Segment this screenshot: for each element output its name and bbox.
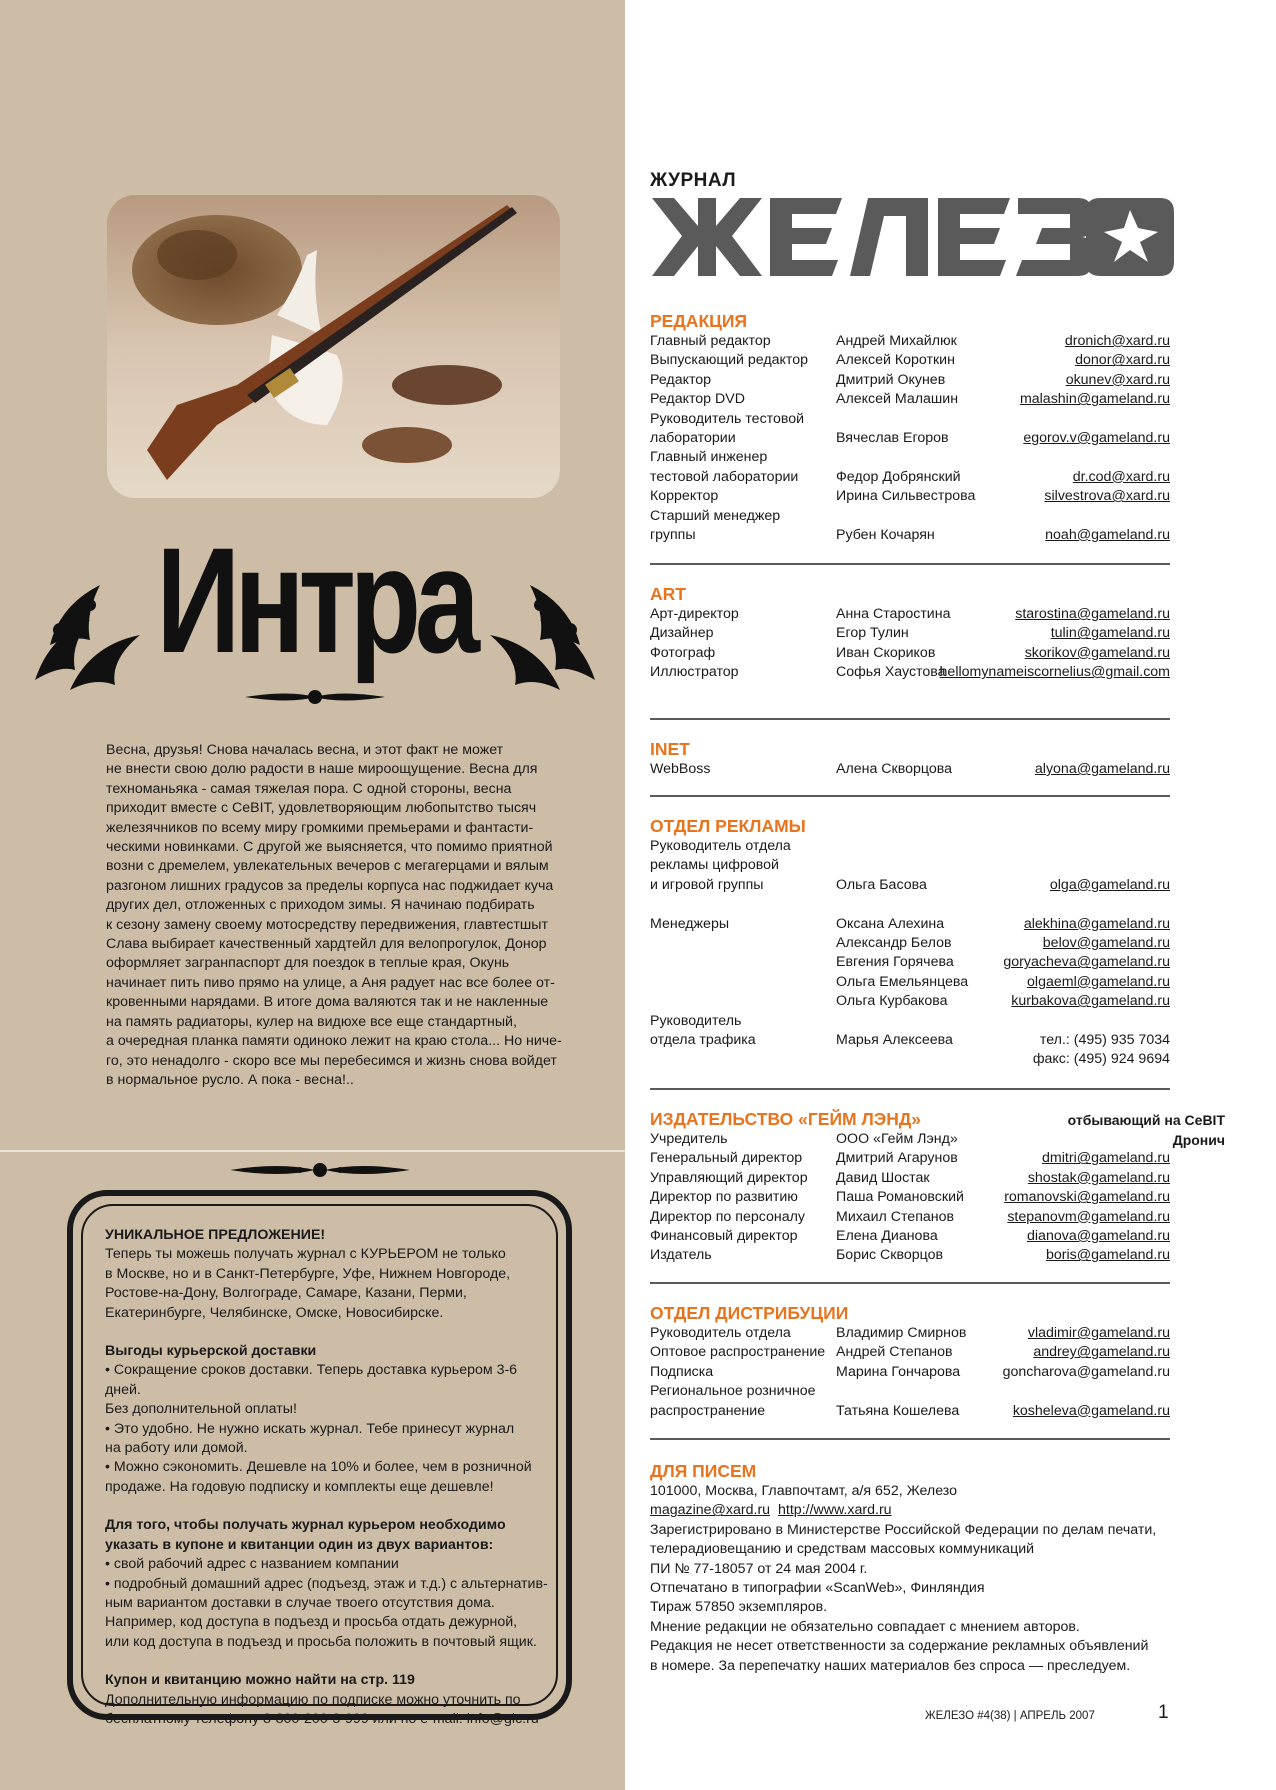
staff-role: Главный редактор bbox=[650, 333, 771, 349]
staff-role: Редактор DVD bbox=[650, 391, 745, 408]
staff-row bbox=[650, 332, 1170, 351]
staff-name: Михаил Степанов bbox=[836, 1208, 955, 1225]
staff-role: Выпускающий редактор bbox=[650, 352, 809, 369]
section-title-inet: INET bbox=[650, 739, 690, 759]
legal-lines bbox=[650, 1521, 1170, 1676]
legal-line: Редакция не несет ответственности за содержание рекламных объявлений bbox=[650, 1638, 1149, 1655]
staff-row bbox=[650, 895, 1170, 914]
staff-row bbox=[650, 410, 1170, 429]
benefits-text: • Сокращение сроков доставки. Теперь доставка курьером 3-6 дней. Без дополнительной оплаты! • Это удобно. Не нужно искать журнал. Тебе принесут журнал на работу или домой. • Можно сэкономить. Дешевле на 10% и более, чем в розничной продаже. На годовую подписку и комплекты еще дешевле! bbox=[105, 1362, 532, 1495]
staff-row bbox=[650, 1363, 1170, 1382]
staff-role: Подписка bbox=[650, 1363, 714, 1380]
staff-row bbox=[650, 468, 1170, 487]
staff-email-link[interactable]: alyona@gameland.ru bbox=[1034, 761, 1170, 777]
staff-row bbox=[650, 1402, 1170, 1421]
staff-row bbox=[650, 856, 1170, 875]
staff-email-link[interactable]: kurbakova@gameland.ru bbox=[1011, 993, 1170, 1010]
staff-row bbox=[650, 1324, 1170, 1343]
page-title: Интра bbox=[156, 516, 474, 684]
staff-role: группы bbox=[650, 526, 696, 543]
staff-row bbox=[650, 624, 1170, 643]
staff-row bbox=[650, 1382, 1170, 1401]
staff-row bbox=[650, 526, 1170, 545]
staff-role: Редактор bbox=[650, 371, 712, 388]
staff-row bbox=[650, 1188, 1170, 1207]
staff-list-art bbox=[650, 605, 1170, 683]
staff-name: Андрей Степанов bbox=[836, 1344, 953, 1361]
staff-email-link[interactable]: belov@gameland.ru bbox=[1042, 934, 1170, 951]
staff-name: Владимир Смирнов bbox=[836, 1325, 967, 1341]
staff-row bbox=[650, 351, 1170, 370]
staff-email-link[interactable]: silvestrova@xard.ru bbox=[1044, 488, 1170, 505]
section-rule bbox=[650, 795, 1170, 797]
staff-row bbox=[650, 644, 1170, 663]
staff-role: WebBoss bbox=[650, 761, 711, 777]
staff-email-link[interactable]: malashin@gameland.ru bbox=[1019, 391, 1170, 408]
staff-row bbox=[650, 1227, 1170, 1246]
staff-name: Федор Добрянский bbox=[836, 468, 961, 485]
staff-list-reklama bbox=[650, 837, 1170, 1070]
staff-email-link[interactable]: olgaeml@gameland.ru bbox=[1027, 973, 1170, 990]
magazine-label: ЖУРНАЛ bbox=[650, 170, 737, 191]
section-rule bbox=[650, 1438, 1170, 1440]
staff-role: Руководитель bbox=[650, 1012, 742, 1029]
staff-name: Паша Романовский bbox=[836, 1189, 964, 1206]
staff-name: ООО «Гейм Лэнд» bbox=[836, 1131, 958, 1147]
legal-line: Зарегистрировано в Министерстве Российской Федерации по делам печати, bbox=[650, 1521, 1157, 1538]
staff-role: Корректор bbox=[650, 488, 719, 505]
intro-text bbox=[106, 741, 576, 1090]
staff-email-link[interactable]: kosheleva@gameland.ru bbox=[1012, 1402, 1170, 1419]
section-rule bbox=[650, 563, 1170, 565]
staff-role: Региональное розничное bbox=[650, 1383, 816, 1400]
staff-name: Марья Алексеева bbox=[836, 1031, 953, 1048]
staff-name: Давид Шостак bbox=[836, 1169, 930, 1186]
staff-role: Дизайнер bbox=[650, 625, 714, 642]
staff-row bbox=[650, 1031, 1170, 1050]
section-mail bbox=[650, 1460, 1170, 1676]
staff-list-distribution bbox=[650, 1324, 1170, 1421]
divider bbox=[0, 1150, 625, 1152]
offer-heading: УНИКАЛЬНОЕ ПРЕДЛОЖЕНИЕ! bbox=[105, 1227, 326, 1243]
staff-email-link[interactable]: noah@gameland.ru bbox=[1045, 526, 1170, 543]
signature-line-2: Дронич bbox=[1172, 1132, 1225, 1148]
legal-line: Отпечатано в типографии «ScanWeb», Финляндия bbox=[650, 1579, 985, 1596]
staff-name: Марина Гончарова bbox=[836, 1363, 961, 1380]
staff-row bbox=[650, 429, 1170, 448]
staff-role: Старший менеджер bbox=[650, 507, 781, 524]
legal-line: Мнение редакции не обязательно совпадает с мнением авторов. bbox=[650, 1618, 1080, 1635]
requirements-text: • свой рабочий адрес с названием компании • подробный домашний адрес (подъезд, этаж и т.д.) с альтернатив- ным вариантом доставки в случае твоего отсутствия дома. Например, код доступа в подъезд и просьба отдать дежурной, или код доступа в подъезд и просьба положить в почтовый ящик. bbox=[105, 1556, 548, 1650]
staff-email-link[interactable]: stepanovm@gameland.ru bbox=[1007, 1208, 1170, 1225]
staff-name: Ольга Емельянцева bbox=[836, 973, 969, 990]
staff-role: Иллюстратор bbox=[650, 664, 739, 681]
staff-name: Алена Скворцова bbox=[836, 761, 953, 777]
staff-row bbox=[650, 1343, 1170, 1362]
staff-name: Ирина Сильвестрова bbox=[836, 488, 976, 505]
page-number: 1 bbox=[1158, 1702, 1169, 1723]
staff-row bbox=[650, 487, 1170, 506]
staff-email-link[interactable]: starostina@gameland.ru bbox=[1015, 606, 1170, 622]
staff-row bbox=[650, 1012, 1170, 1031]
staff-row bbox=[650, 390, 1170, 409]
staff-list-izdatelstvo bbox=[650, 1130, 1170, 1266]
coupon-text: Дополнительную информацию по подписке можно уточнить по бесплатному телефону 8-800-200-3-999 или по e-mail: info@glc.ru bbox=[105, 1691, 539, 1727]
staff-email-link[interactable]: dronich@xard.ru bbox=[1064, 333, 1170, 349]
section-rule bbox=[650, 718, 1170, 720]
staff-role: лаборатории bbox=[650, 429, 736, 446]
staff-role: Оптовое распространение bbox=[650, 1344, 826, 1361]
staff-list-redaktsiya bbox=[650, 332, 1170, 545]
staff-role: отдела трафика bbox=[650, 1031, 756, 1048]
staff-role: тестовой лаборатории bbox=[650, 468, 799, 485]
legal-line: Тираж 57850 экземпляров. bbox=[650, 1599, 828, 1616]
requirements-heading: Для того, чтобы получать журнал курьером необходимо указать в купоне и квитанции один из двух вариантов: bbox=[105, 1517, 506, 1553]
staff-row bbox=[650, 1149, 1170, 1168]
section-rule bbox=[650, 1282, 1170, 1284]
staff-role: Директор по развитию bbox=[650, 1189, 798, 1206]
title-block bbox=[30, 516, 600, 725]
staff-name: Оксана Алехина bbox=[836, 915, 945, 932]
staff-row bbox=[650, 837, 1170, 856]
staff-name: Иван Скориков bbox=[836, 644, 936, 661]
staff-name: Ольга Курбакова bbox=[836, 993, 948, 1010]
staff-email-link[interactable]: romanovski@gameland.ru bbox=[1004, 1189, 1170, 1206]
staff-email-link[interactable]: olga@gameland.ru bbox=[1049, 876, 1170, 893]
staff-role: Руководитель отдела bbox=[650, 838, 791, 854]
section-title-izdatelstvo: ИЗДАТЕЛЬСТВО «ГЕЙМ ЛЭНД» bbox=[650, 1109, 922, 1129]
section-izdatelstvo bbox=[650, 1108, 1170, 1266]
section-title-distribution: ОТДЕЛ ДИСТРИБУЦИИ bbox=[650, 1303, 849, 1323]
staff-email-link[interactable]: goryacheva@gameland.ru bbox=[1003, 954, 1170, 971]
section-reklama bbox=[650, 815, 1170, 1070]
subscription-text bbox=[105, 1226, 555, 1748]
staff-name: Егор Тулин bbox=[836, 625, 909, 642]
staff-email-link[interactable]: dr.cod@xard.ru bbox=[1072, 468, 1170, 485]
benefits-heading: Выгоды курьерской доставки bbox=[105, 1343, 317, 1360]
divider-ornament-icon bbox=[230, 1155, 410, 1185]
staff-row bbox=[650, 992, 1170, 1011]
staff-row bbox=[650, 663, 1170, 682]
staff-row bbox=[650, 1246, 1170, 1265]
section-title-redaktsiya: РЕДАКЦИЯ bbox=[650, 311, 748, 331]
staff-role: распространение bbox=[650, 1402, 766, 1419]
intro-paragraph: Весна, друзья! Снова началась весна, и этот факт не может не внести свою долю радости в наше мироощущение. Весна для техноманьяка - самая тяжелая пора. С одной стороны, весна приходит вместе с CeBIT, удовлетворяющим любопытство тысяч железячников по всему миру громкими премьерами и фантасти- ческими новинками. С другой же выясняется, что помимо приятной возни с дремелем, увлекательных вечеров с мегагерцами и вялым разгоном лишних градусов за пределы корпуса нас поджидает куча других дел, отложенных с приходом зимы. Я начинаю подбирать к сезону замену своему мотосредству передвижения, главтестшыт Слава выбирает качественный хардтейл для велопрогулок, Донор оформляет загранпаспорт для поездок в теплые края, Окунь начинает пить пиво прямо на улице, а Аня радует нас все более от- кровенными нарядами. В итоге дома валяются так и не накленные на память радиаторы, кулер на видюхе все еще стандартный, а очередная планка памяти одиноко лежит на краю стола... Но ниче- го, это ненадолго - скоро все мы перебесимся и жизнь снова войдет в нормальное русло. А пока - весна!.. bbox=[106, 742, 562, 1088]
staff-role: Руководитель отдела bbox=[650, 1325, 791, 1341]
staff-role: Директор по персоналу bbox=[650, 1208, 805, 1225]
section-art bbox=[650, 583, 1170, 683]
staff-name: Андрей Михайлюк bbox=[836, 333, 957, 349]
staff-row bbox=[650, 371, 1170, 390]
staff-email-link[interactable]: boris@gameland.ru bbox=[1045, 1247, 1170, 1264]
staff-role: и игровой группы bbox=[650, 876, 764, 893]
staff-name: Анна Старостина bbox=[836, 606, 951, 622]
staff-row bbox=[650, 934, 1170, 953]
staff-role: Руководитель тестовой bbox=[650, 410, 805, 427]
staff-name: Александр Белов bbox=[836, 934, 952, 951]
staff-email-link[interactable]: okunev@xard.ru bbox=[1065, 371, 1170, 388]
staff-row bbox=[650, 973, 1170, 992]
staff-email: goncharova@gameland.ru bbox=[1002, 1363, 1170, 1380]
staff-role: Генеральный директор bbox=[650, 1150, 803, 1167]
staff-name: Дмитрий Окунев bbox=[836, 371, 946, 388]
staff-role: Учредитель bbox=[650, 1131, 728, 1147]
staff-row bbox=[650, 1050, 1170, 1069]
staff-row bbox=[650, 1130, 1170, 1149]
staff-name: Алексей Малашин bbox=[836, 391, 959, 408]
staff-email-link[interactable]: dianova@gameland.ru bbox=[1027, 1227, 1170, 1244]
staff-role: Главный инженер bbox=[650, 449, 768, 466]
staff-row bbox=[650, 760, 1170, 779]
section-distribution bbox=[650, 1302, 1170, 1421]
section-redaktsiya bbox=[650, 310, 1170, 545]
staff-email-link[interactable]: andrey@gameland.ru bbox=[1033, 1344, 1170, 1361]
staff-email-link[interactable]: dmitri@gameland.ru bbox=[1042, 1150, 1170, 1167]
staff-email-link[interactable]: alekhina@gameland.ru bbox=[1023, 915, 1170, 932]
staff-name: Дмитрий Агарунов bbox=[836, 1150, 958, 1167]
staff-role: Арт-директор bbox=[650, 606, 739, 622]
coupon-heading: Купон и квитанцию можно найти на стр. 119 bbox=[105, 1672, 415, 1689]
staff-row bbox=[650, 953, 1170, 972]
staff-phone: факс: (495) 924 9694 bbox=[1032, 1051, 1170, 1068]
section-inet bbox=[650, 738, 1170, 779]
staff-email-link[interactable]: shostak@gameland.ru bbox=[1027, 1169, 1170, 1186]
staff-row bbox=[650, 448, 1170, 467]
staff-name: Евгения Горячева bbox=[836, 954, 954, 971]
staff-role: Управляющий директор bbox=[650, 1169, 808, 1186]
staff-name: Борис Скворцов bbox=[836, 1247, 944, 1264]
legal-line: в номере. За перепечатку наших материалов без спроса — преследуем. bbox=[650, 1657, 1131, 1674]
staff-email-link[interactable]: skorikov@gameland.ru bbox=[1024, 644, 1170, 661]
staff-name: Елена Дианова bbox=[836, 1227, 938, 1244]
staff-row bbox=[650, 507, 1170, 526]
staff-name: Софья Хаустова bbox=[836, 664, 946, 681]
staff-email-link[interactable]: donor@xard.ru bbox=[1075, 352, 1170, 369]
staff-name: Вячеслав Егоров bbox=[836, 429, 949, 446]
staff-email-link[interactable]: hellomynameiscornelius@gmail.com bbox=[939, 664, 1170, 681]
staff-list-inet bbox=[650, 760, 1170, 779]
staff-role: Издатель bbox=[650, 1247, 712, 1264]
zhelezo-logo-icon bbox=[652, 198, 1174, 278]
staff-row bbox=[650, 1208, 1170, 1227]
staff-role: Финансовый директор bbox=[650, 1227, 798, 1244]
offer-text: Теперь ты можешь получать журнал с КУРЬЕРОМ не только в Москве, но и в Санкт-Петербурге, Уфе, Нижнем Новгороде, Ростове-на-Дону, Волгограде, Самаре, Казани, Перми, Екатеринбурге, Челябинске, Омске, Новосибирске. bbox=[105, 1246, 511, 1321]
mail-email-link[interactable]: magazine@xard.ru bbox=[650, 1502, 771, 1519]
staff-name: Алексей Короткин bbox=[836, 352, 955, 369]
site-link[interactable]: http://www.xard.ru bbox=[778, 1502, 892, 1519]
staff-name: Ольга Басова bbox=[836, 876, 927, 893]
staff-role: Фотограф bbox=[650, 644, 716, 661]
staff-email-link[interactable]: vladimir@gameland.ru bbox=[1027, 1325, 1170, 1341]
staff-role: рекламы цифровой bbox=[650, 857, 779, 874]
signature-line-1: отбывающий на CeBIT bbox=[1067, 1112, 1225, 1128]
section-title-art: ART bbox=[650, 584, 686, 604]
staff-row bbox=[650, 605, 1170, 624]
footer-issue: ЖЕЛЕЗО #4(38) | АПРЕЛЬ 2007 bbox=[925, 1710, 1095, 1722]
section-rule bbox=[650, 1088, 1170, 1090]
rifle-photo bbox=[107, 195, 560, 498]
section-title-reklama: ОТДЕЛ РЕКЛАМЫ bbox=[650, 816, 806, 836]
staff-phone: тел.: (495) 935 7034 bbox=[1039, 1031, 1170, 1048]
mail-address: 101000, Москва, Главпочтамт, а/я 652, Железо bbox=[650, 1483, 958, 1499]
section-title-mail: ДЛЯ ПИСЕМ bbox=[650, 1461, 757, 1481]
staff-row bbox=[650, 915, 1170, 934]
staff-role: Менеджеры bbox=[650, 915, 730, 932]
staff-email-link[interactable]: egorov.v@gameland.ru bbox=[1023, 429, 1170, 446]
staff-row bbox=[650, 876, 1170, 895]
staff-row bbox=[650, 1169, 1170, 1188]
staff-name: Рубен Кочарян bbox=[836, 526, 935, 543]
staff-email-link[interactable]: tulin@gameland.ru bbox=[1050, 625, 1170, 642]
staff-name: Татьяна Кошелева bbox=[836, 1402, 960, 1419]
legal-line: телерадиовещанию и средствам массовых коммуникаций bbox=[650, 1541, 1035, 1558]
legal-line: ПИ № 77-18057 от 24 мая 2004 г. bbox=[650, 1560, 868, 1577]
